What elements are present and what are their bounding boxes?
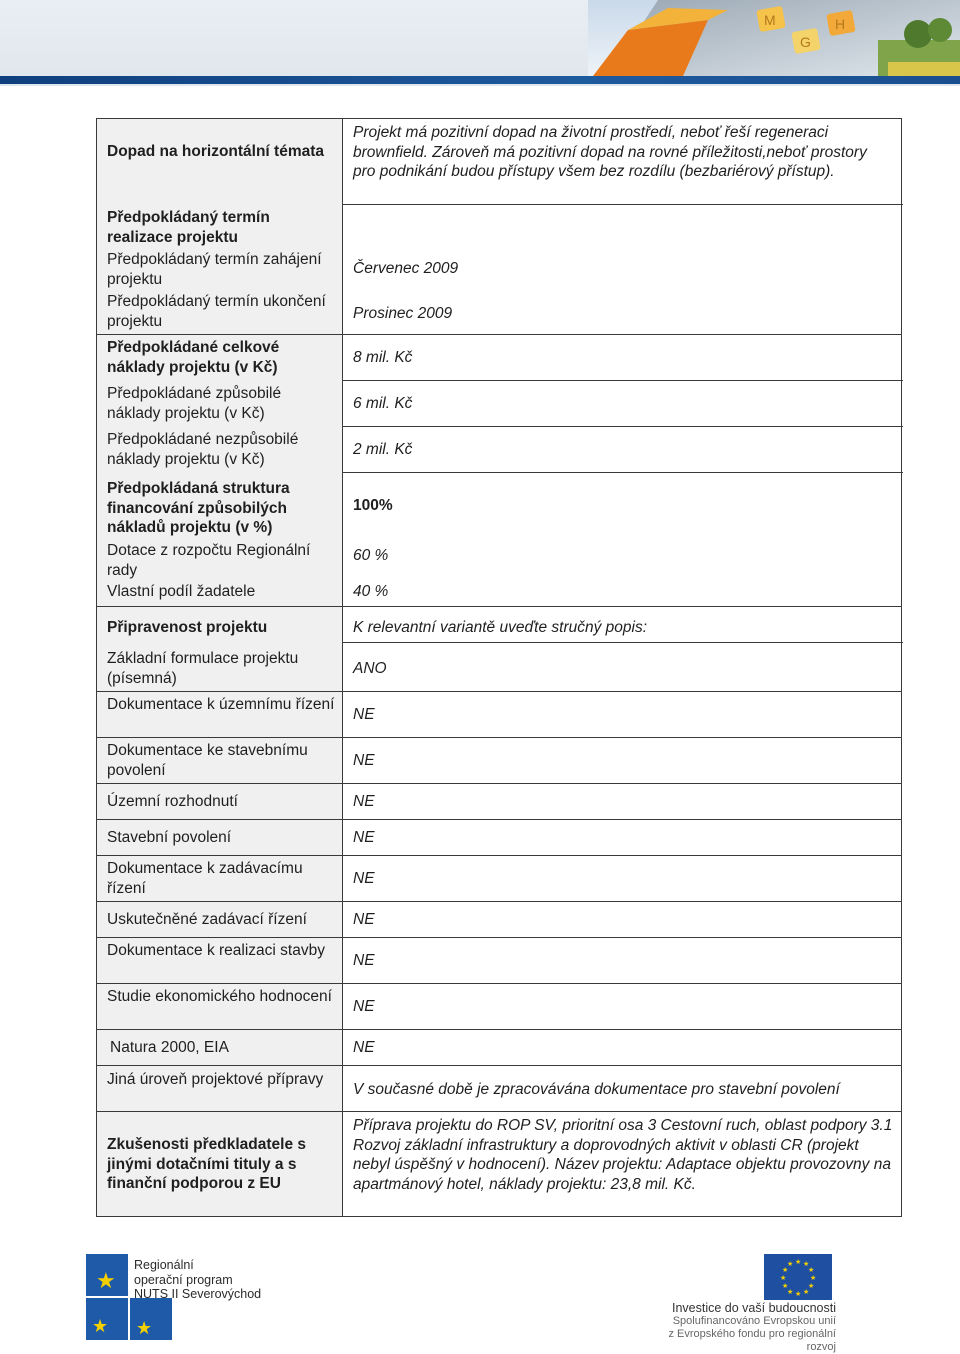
row-separator bbox=[343, 642, 903, 643]
label-eligible-costs: Předpokládané způsobilé náklady projektu (v Kč) bbox=[107, 385, 282, 422]
row-separator bbox=[97, 691, 901, 692]
header-stripe bbox=[0, 76, 960, 84]
label-tender-done: Uskutečněné zadávací řízení bbox=[107, 911, 307, 928]
row-separator bbox=[343, 426, 903, 427]
value-subsidy: 60 % bbox=[353, 547, 389, 564]
label-readiness: Připravenost projektu bbox=[107, 619, 268, 636]
label-total-costs: Předpokládané celkové náklady projektu (v Kč) bbox=[107, 339, 280, 376]
row-separator bbox=[97, 819, 901, 820]
rop-line: Regionální bbox=[134, 1258, 194, 1272]
value-end-term: Prosinec 2009 bbox=[353, 305, 453, 322]
value-tender-docs: NE bbox=[353, 870, 375, 887]
row-separator bbox=[97, 606, 901, 607]
svg-text:★: ★ bbox=[92, 1316, 109, 1337]
svg-text:★: ★ bbox=[780, 1274, 787, 1282]
value-financing-structure: 100% bbox=[353, 497, 393, 514]
value-building-permit: NE bbox=[353, 829, 375, 846]
header-banner bbox=[0, 0, 960, 86]
rop-line: NUTS II Severovýchod bbox=[134, 1287, 262, 1301]
label-natura: Natura 2000, EIA bbox=[110, 1039, 229, 1056]
header-photo bbox=[588, 0, 960, 76]
value-own-share: 40 % bbox=[353, 583, 389, 600]
eu-line: z Evropského fondu pro regionální rozvoj bbox=[668, 1328, 836, 1353]
row-separator bbox=[343, 380, 903, 381]
label-tender-docs: Dokumentace k zadávacímu řízení bbox=[107, 860, 303, 897]
svg-text:★: ★ bbox=[808, 1282, 815, 1290]
value-horizontal-themes: Projekt má pozitivní dopad na životní prostředí, neboť řeší regeneraci brownfield. Zároveň má pozitivní dopad na rovné příležitosti,neboť prostory pro podnikání budou přístupy všem bez rozdílu (bezbariérový přístup). bbox=[353, 124, 867, 180]
svg-text:G: G bbox=[800, 34, 811, 50]
row-separator bbox=[97, 937, 901, 938]
value-readiness: K relevantní variantě uveďte stručný popis: bbox=[353, 619, 648, 636]
value-tender-done: NE bbox=[353, 911, 375, 928]
label-own-share: Vlastní podíl žadatele bbox=[107, 583, 256, 600]
eu-flag-icon bbox=[764, 1254, 832, 1300]
row-separator bbox=[97, 855, 901, 856]
eu-slogan: Investice do vaší budoucnosti bbox=[672, 1301, 836, 1315]
label-building-permit-docs: Dokumentace ke stavebnímu povolení bbox=[107, 742, 308, 779]
svg-text:★: ★ bbox=[803, 1288, 810, 1296]
value-zoning-docs: NE bbox=[353, 706, 375, 723]
value-other-preparation: V současné době je zpracovávána dokumentace pro stavební povolení bbox=[353, 1081, 840, 1098]
row-separator bbox=[97, 983, 901, 984]
svg-text:★: ★ bbox=[136, 1318, 153, 1339]
row-separator bbox=[97, 1065, 901, 1066]
eu-logo bbox=[640, 1254, 840, 1353]
value-economic-study: NE bbox=[353, 998, 375, 1015]
svg-text:★: ★ bbox=[808, 1266, 815, 1274]
value-zoning-decision: NE bbox=[353, 793, 375, 810]
value-building-permit-docs: NE bbox=[353, 752, 375, 769]
svg-text:H: H bbox=[835, 16, 846, 32]
label-building-permit: Stavební povolení bbox=[107, 829, 232, 846]
value-basic-formulation: ANO bbox=[353, 660, 387, 677]
label-start-term: Předpokládaný termín zahájení projektu bbox=[107, 251, 322, 288]
label-zoning-decision: Územní rozhodnutí bbox=[107, 793, 238, 810]
label-horizontal-themes: Dopad na horizontální témata bbox=[107, 143, 325, 160]
svg-text:★: ★ bbox=[787, 1288, 794, 1296]
label-zoning-docs: Dokumentace k územnímu řízení bbox=[107, 696, 335, 713]
svg-text:★: ★ bbox=[810, 1274, 817, 1282]
label-experience: Zkušenosti předkladatele s jinými dotačními tituly a s finanční podporou z EU bbox=[107, 1136, 306, 1192]
value-experience: Příprava projektu do ROP SV, prioritní osa 3 Cestovní ruch, oblast podpory 3.1 Rozvoj základní infrastruktury a doprovodných aktivit v oblasti CR (projekt nebyl úspěšný v hodnocení). Název projektu: Adaptace objektu provozovny na apartmánový hotel, náklady projektu: 23,8 mil. Kč. bbox=[353, 1117, 893, 1193]
svg-text:M: M bbox=[764, 12, 776, 28]
svg-text:★: ★ bbox=[787, 1260, 794, 1268]
svg-text:★: ★ bbox=[782, 1282, 789, 1290]
rop-text bbox=[134, 1258, 344, 1302]
label-subsidy: Dotace z rozpočtu Regionální rady bbox=[107, 542, 311, 579]
project-table bbox=[96, 118, 902, 1217]
value-ineligible-costs: 2 mil. Kč bbox=[353, 441, 413, 458]
label-end-term: Předpokládaný termín ukončení projektu bbox=[107, 293, 326, 330]
value-start-term: Červenec 2009 bbox=[353, 260, 459, 277]
row-separator bbox=[343, 204, 903, 205]
label-financing-structure: Předpokládaná struktura financování způsobilých nákladů projektu (v %) bbox=[107, 480, 290, 536]
row-separator bbox=[97, 334, 901, 335]
rop-line: operační program bbox=[134, 1272, 233, 1287]
value-natura: NE bbox=[353, 1039, 375, 1056]
row-separator bbox=[343, 472, 903, 473]
row-separator bbox=[97, 737, 901, 738]
value-total-costs: 8 mil. Kč bbox=[353, 349, 413, 366]
row-separator bbox=[97, 783, 901, 784]
label-economic-study: Studie ekonomického hodnocení bbox=[107, 988, 332, 1005]
row-separator bbox=[97, 1111, 901, 1112]
eu-text bbox=[640, 1302, 836, 1354]
rop-logo bbox=[86, 1254, 346, 1342]
label-construction-docs: Dokumentace k realizaci stavby bbox=[107, 942, 325, 959]
label-realization-term: Předpokládaný termín realizace projektu bbox=[107, 209, 270, 246]
label-ineligible-costs: Předpokládané nezpůsobilé náklady projektu (v Kč) bbox=[107, 431, 299, 468]
svg-text:★: ★ bbox=[803, 1260, 810, 1268]
svg-text:★: ★ bbox=[96, 1269, 116, 1294]
value-construction-docs: NE bbox=[353, 952, 375, 969]
row-separator bbox=[97, 901, 901, 902]
label-other-preparation: Jiná úroveň projektové přípravy bbox=[107, 1071, 324, 1088]
label-basic-formulation: Základní formulace projektu (písemná) bbox=[107, 650, 299, 687]
row-separator bbox=[97, 1029, 901, 1030]
svg-text:★: ★ bbox=[795, 1258, 802, 1266]
svg-text:★: ★ bbox=[782, 1266, 789, 1274]
eu-line: Spolufinancováno Evropskou unií bbox=[672, 1315, 836, 1327]
value-eligible-costs: 6 mil. Kč bbox=[353, 395, 413, 412]
svg-text:★: ★ bbox=[795, 1290, 802, 1298]
